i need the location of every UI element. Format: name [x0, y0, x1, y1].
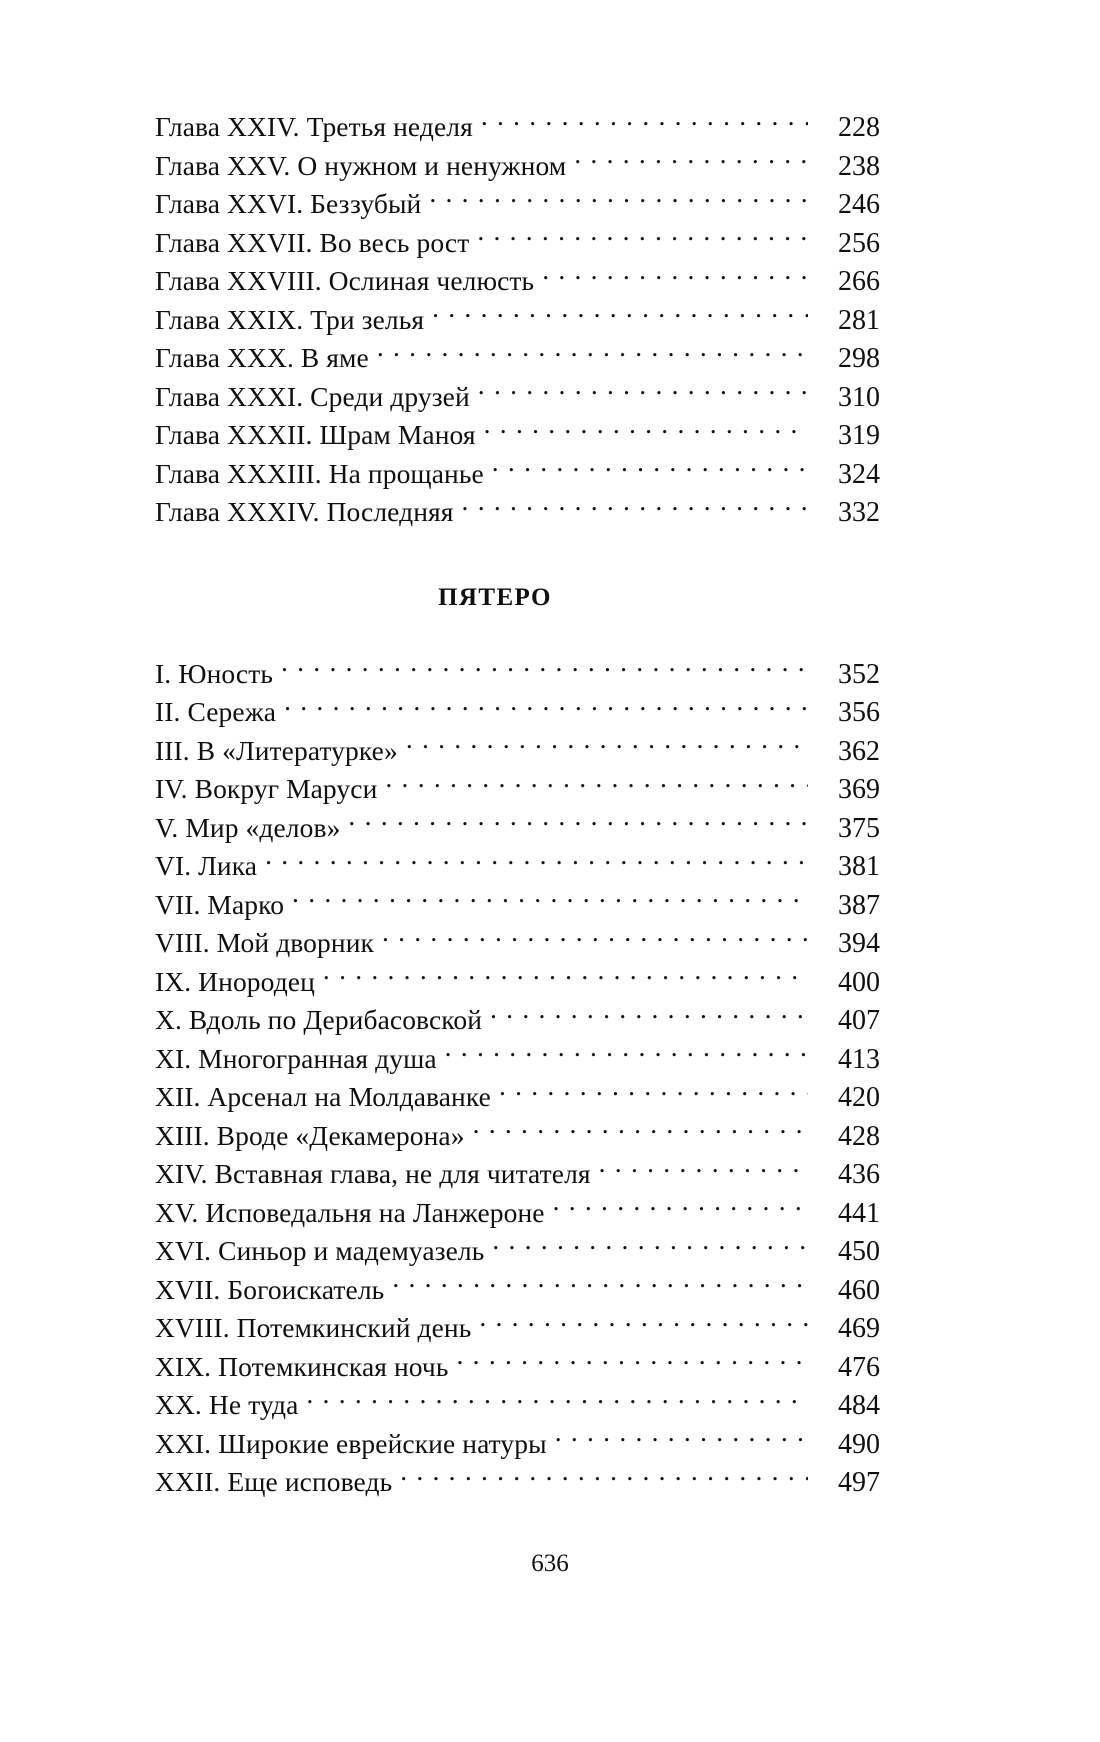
toc-entry[interactable]: [155, 886, 880, 925]
toc-entry-page-number: 420: [838, 1082, 880, 1113]
toc-entry-page-number: 319: [838, 420, 880, 451]
toc-entry[interactable]: [155, 224, 880, 263]
toc-entry-title: XXI. Широкие еврейские натуры: [155, 1427, 547, 1459]
dot-leader: [323, 963, 808, 991]
dot-leader: [292, 886, 808, 914]
toc-entry-title: Глава XXXI. Среди друзей: [155, 380, 470, 412]
toc-entry-title: Глава XXIV. Третья неделя: [155, 111, 473, 142]
toc-entry[interactable]: [155, 963, 880, 1002]
dot-leader: [281, 655, 808, 683]
toc-entry[interactable]: [155, 809, 880, 848]
toc-entry-page-number: 469: [838, 1313, 880, 1344]
toc-entry-page-number: 436: [838, 1159, 880, 1190]
toc-entry-page-number: 369: [838, 774, 880, 805]
dot-leader: [400, 1464, 808, 1492]
toc-entry-title: Глава XXX. В яме: [155, 342, 369, 373]
toc-entry-page-number: 246: [838, 189, 880, 220]
dot-leader: [499, 1079, 808, 1107]
toc-entry-page-number: 460: [838, 1274, 880, 1306]
toc-entry[interactable]: [155, 1117, 880, 1156]
dot-leader: [385, 771, 808, 799]
dot-leader: [457, 1348, 808, 1376]
toc-entry-page-number: 281: [838, 304, 880, 336]
toc-entry[interactable]: [155, 1463, 880, 1502]
dot-leader: [599, 1156, 808, 1184]
dot-leader: [542, 263, 808, 291]
toc-entry[interactable]: [155, 1271, 880, 1310]
table-of-contents: [155, 108, 880, 1502]
toc-entry[interactable]: [155, 262, 880, 301]
toc-entry-page-number: 362: [838, 735, 880, 767]
toc-entry[interactable]: [155, 185, 880, 224]
dot-leader: [492, 455, 808, 483]
toc-entry-title: III. В «Литературке»: [155, 734, 398, 766]
dot-leader: [377, 340, 808, 368]
toc-entry-page-number: 298: [838, 343, 880, 374]
toc-entry-title: Глава XXXIV. Последняя: [155, 496, 454, 527]
toc-entry-title: Глава XXXIII. На прощанье: [155, 457, 484, 489]
toc-entry-title: IV. Вокруг Маруси: [155, 773, 378, 804]
toc-entry-title: XVIII. Потемкинский день: [155, 1312, 472, 1343]
toc-entry-title: Глава XXVI. Беззубый: [155, 188, 422, 219]
dot-leader: [481, 109, 808, 137]
toc-entry-page-number: 413: [838, 1043, 880, 1075]
toc-entry[interactable]: [155, 1155, 880, 1194]
dot-leader: [306, 1387, 808, 1415]
toc-entry[interactable]: [155, 378, 880, 417]
toc-entry[interactable]: [155, 1309, 880, 1348]
toc-entry[interactable]: [155, 301, 880, 340]
dot-leader: [348, 809, 808, 837]
toc-entry-title: XVI. Синьор и мадемуазель: [155, 1235, 485, 1266]
toc-entry[interactable]: [155, 493, 880, 532]
toc-entry[interactable]: [155, 339, 880, 378]
toc-entry[interactable]: [155, 1040, 880, 1079]
toc-entry-title: V. Мир «делов»: [155, 811, 341, 843]
toc-entry-title: Глава XXV. О нужном и ненужном: [155, 149, 567, 181]
toc-entry-title: VII. Марко: [155, 888, 285, 920]
dot-leader: [473, 1117, 808, 1145]
toc-entry-title: XVII. Богоискатель: [155, 1273, 385, 1305]
toc-entry-page-number: 228: [838, 112, 880, 143]
toc-entry-page-number: 407: [838, 1005, 880, 1036]
toc-entry[interactable]: [155, 1078, 880, 1117]
toc-entry[interactable]: [155, 732, 880, 771]
toc-entry[interactable]: [155, 1194, 880, 1233]
dot-leader: [462, 494, 808, 522]
dot-leader: [432, 301, 808, 329]
toc-entry-page-number: 484: [838, 1390, 880, 1421]
page-folio: 636: [531, 1550, 569, 1577]
toc-entry-title: XXII. Еще исповедь: [155, 1466, 393, 1497]
toc-entry-page-number: 394: [838, 928, 880, 959]
dot-leader: [555, 1425, 808, 1453]
dot-leader: [574, 147, 808, 175]
toc-entry[interactable]: [155, 1348, 880, 1387]
toc-entry-page-number: 238: [838, 150, 880, 182]
toc-entry-page-number: 476: [838, 1351, 880, 1383]
toc-entry-title: XIV. Вставная глава, не для читателя: [155, 1158, 591, 1189]
toc-entry[interactable]: [155, 455, 880, 494]
toc-entry-page-number: 375: [838, 812, 880, 844]
toc-entry-page-number: 441: [838, 1197, 880, 1229]
toc-entry-title: X. Вдоль по Дерибасовской: [155, 1004, 483, 1035]
toc-entry-title: IX. Инородец: [155, 965, 315, 997]
dot-leader: [284, 694, 808, 722]
dot-leader: [553, 1194, 808, 1222]
toc-entry-title: Глава XXIX. Три зелья: [155, 303, 425, 335]
toc-entry-title: VIII. Мой дворник: [155, 927, 374, 958]
toc-entry-page-number: 428: [838, 1120, 880, 1152]
dot-leader: [478, 378, 808, 406]
toc-entry-title: XIX. Потемкинская ночь: [155, 1350, 449, 1382]
toc-entry[interactable]: [155, 1386, 880, 1425]
toc-entry-title: Глава XXXII. Шрам Маноя: [155, 419, 476, 450]
toc-entry-title: XI. Многогранная душа: [155, 1042, 437, 1074]
toc-entry-title: XII. Арсенал на Молдаванке: [155, 1081, 491, 1112]
dot-leader: [445, 1040, 808, 1068]
toc-entry-page-number: 352: [838, 658, 880, 690]
dot-leader: [479, 1310, 808, 1338]
toc-entry-page-number: 324: [838, 458, 880, 490]
dot-leader: [477, 224, 808, 252]
toc-entry-title: Глава XXVII. Во весь рост: [155, 226, 470, 258]
dot-leader: [490, 1002, 808, 1030]
toc-entry-title: XV. Исповедальня на Ланжероне: [155, 1196, 545, 1228]
toc-entry-title: I. Юность: [155, 657, 273, 689]
toc-entry[interactable]: [155, 416, 880, 455]
dot-leader: [392, 1271, 808, 1299]
toc-entry-page-number: 497: [838, 1467, 880, 1498]
dot-leader: [484, 417, 808, 445]
dot-leader: [406, 732, 808, 760]
toc-entry[interactable]: [155, 1232, 880, 1271]
dot-leader: [492, 1233, 808, 1261]
dot-leader: [429, 186, 808, 214]
dot-leader: [265, 848, 808, 876]
toc-entry[interactable]: [155, 1001, 880, 1040]
toc-entry-page-number: 381: [838, 851, 880, 882]
toc-entry-title: Глава XXVIII. Ослиная челюсть: [155, 265, 535, 296]
toc-entry-page-number: 256: [838, 227, 880, 259]
toc-entry[interactable]: [155, 924, 880, 963]
toc-entry-page-number: 266: [838, 266, 880, 297]
toc-entry-page-number: 310: [838, 381, 880, 413]
toc-entry-page-number: 490: [838, 1428, 880, 1460]
section-heading: ПЯТЕРО: [438, 583, 552, 611]
toc-entry-page-number: 387: [838, 889, 880, 921]
toc-entry-title: XX. Не туда: [155, 1389, 299, 1420]
toc-entry-page-number: 332: [838, 497, 880, 528]
toc-entry-page-number: 450: [838, 1236, 880, 1267]
toc-entry-title: XIII. Вроде «Декамерона»: [155, 1119, 465, 1151]
toc-entry-page-number: 356: [838, 697, 880, 728]
toc-entry[interactable]: [155, 693, 880, 732]
toc-entry[interactable]: [155, 108, 880, 147]
toc-entry[interactable]: [155, 147, 880, 186]
toc-entry[interactable]: [155, 1425, 880, 1464]
toc-entry-page-number: 400: [838, 966, 880, 998]
toc-entry[interactable]: [155, 847, 880, 886]
toc-entry-title: VI. Лика: [155, 850, 258, 881]
toc-entry-title: II. Сережа: [155, 696, 277, 727]
toc-entry[interactable]: [155, 655, 880, 694]
dot-leader: [382, 925, 808, 953]
toc-entry[interactable]: [155, 770, 880, 809]
